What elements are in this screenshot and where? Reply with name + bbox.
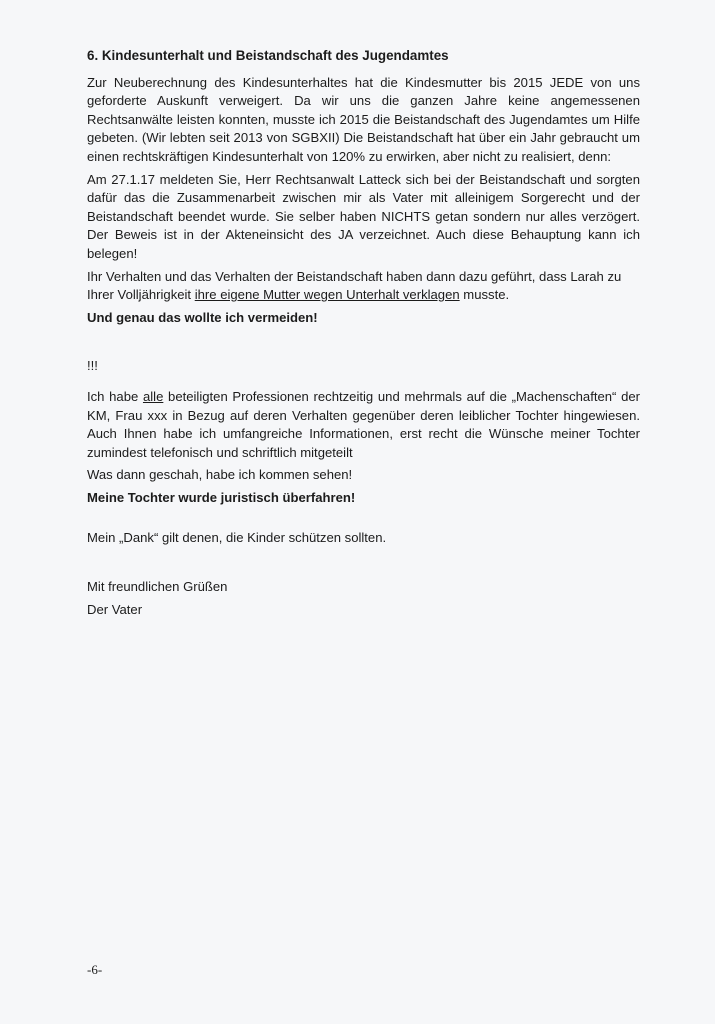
statement-avoid: Und genau das wollte ich vermeiden! — [87, 309, 318, 325]
spacer — [87, 552, 640, 578]
exclamation-marks: !!! — [87, 358, 98, 374]
paragraph-professions-underlined: alle — [142, 388, 164, 404]
signature: Der Vater — [87, 601, 143, 617]
statement-foresaw: Was dann geschah, habe ich kommen sehen! — [87, 467, 353, 483]
statement-thanks: Mein „Dank“ gilt denen, die Kinder schützen sollten. — [87, 530, 387, 546]
spacer — [87, 331, 640, 357]
paragraph-professions-text: beteiligten Professionen rechtzeitig und mehrmals auf die „Machenschaften“ der KM, Frau xxx in Bezug auf deren Verhalten gegenüber deren leiblicher Tochter hingewiesen. Auch Ihnen habe ich umfangreiche Informationen, erst recht die Wünsche meiner Tochter zumindest telefonisch und schriftlich mitgeteilt — [87, 388, 641, 460]
spacer — [87, 511, 640, 529]
paragraph-consequence-text: Ihr Verhalten und das Verhalten der Beistandschaft haben dann dazu geführt, dass Larah zu Ihrer Volljährigkeit — [87, 268, 622, 303]
paragraph-child-support: Zur Neuberechnung des Kindesunterhaltes hat die Kindesmutter bis 2015 JEDE von uns geforderte Auskunft verweigert. Da wir uns die ganzen Jahre keine angemessenen Rechtsanwälte leisten konnten, musste ich 2015 die Beistandschaft des Jugendamtes um Hilfe gebeten. (Wir lebten seit 2013 von SGBXII) Die Beistandschaft hat über ein Jahr gebraucht um einen rechtskräftigen Kindesunterhalt von 120% zu erwirken, aber nicht zu realisiert, denn: — [87, 74, 640, 164]
paragraph-consequence-end: musste. — [459, 287, 510, 303]
paragraph-consequence-underlined: ihre eigene Mutter wegen Unterhalt verklagen — [194, 287, 460, 303]
paragraph-professions — [87, 388, 640, 462]
spacer — [87, 380, 640, 388]
paragraph-professions-start: Ich habe — [87, 388, 143, 404]
section-heading: 6. Kindesunterhalt und Beistandschaft des Jugendamtes — [87, 48, 449, 63]
closing-greeting: Mit freundlichen Grüßen — [87, 579, 228, 595]
document-body — [87, 47, 640, 623]
statement-daughter: Meine Tochter wurde juristisch überfahren! — [87, 489, 356, 505]
paragraph-lawyer-latteck: Am 27.1.17 meldeten Sie, Herr Rechtsanwalt Latteck sich bei der Beistandschaft und sorgten dafür das die Zusammenarbeit zwischen mir als Vater mit alleinigem Sorgerecht und der Beistandschaft beendet wurde. Sie selber haben NICHTS getan sondern nur alles verzögert. Der Beweis ist in der Akteneinsicht des JA verzeichnet. Auch diese Behauptung kann ich belegen! — [87, 171, 640, 261]
paragraph-consequence — [87, 268, 640, 305]
page-number: -6- — [87, 962, 103, 977]
